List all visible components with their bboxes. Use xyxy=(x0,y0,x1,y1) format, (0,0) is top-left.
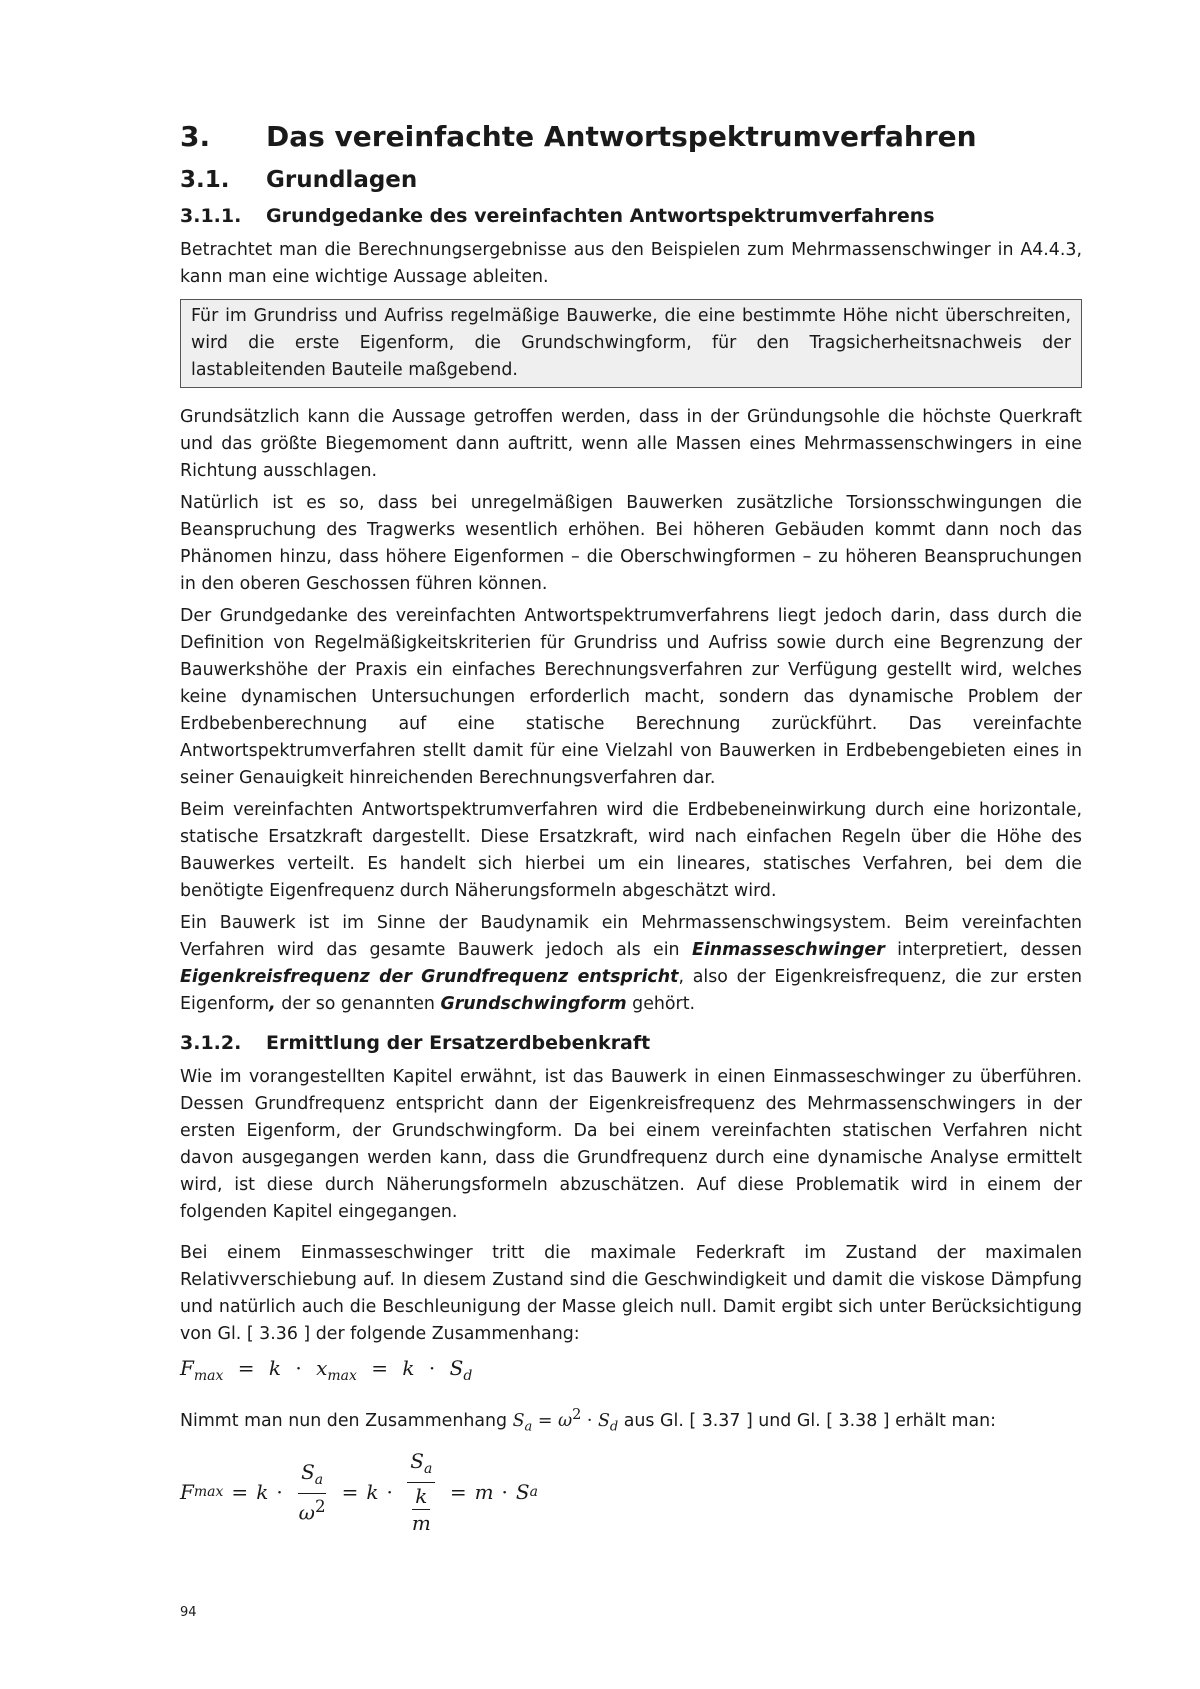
fraction: $\frac{S_a}{\frac{k}{m}}$ xyxy=(406,1448,437,1536)
text-run: der so genannten xyxy=(275,994,441,1014)
emphasis: Eigenkreisfrequenz der Grundfrequenz entspricht xyxy=(180,967,679,987)
page-number: 94 xyxy=(180,1605,197,1620)
equation-fmax: $F_{max} = k \cdot x_{max} = k \cdot S_d$ xyxy=(180,1356,473,1384)
section-number: 3.1. xyxy=(180,167,230,193)
inline-equation: $S_a = \omega^2 \cdot S_d$ xyxy=(512,1407,619,1435)
highlight-box xyxy=(180,299,1082,388)
chapter-title: Das vereinfachte Antwortspektrumverfahren xyxy=(266,120,977,153)
fraction: $\frac{S_a}{\omega^2}$ xyxy=(298,1459,326,1525)
subsection-heading xyxy=(180,205,1082,227)
paragraph: Der Grundgedanke des vereinfachten Antwortspektrumverfahrens liegt jedoch darin, dass durch die Definition von Regelmäßigkeitskriterien für Grundriss und Aufriss sowie durch eine Begrenzung der Bauwerkshöhe der Praxis ein einfaches Berechnungsverfahren zur Verfügung gestellt wird, welches keine dynamischen Untersuchungen erforderlich macht, sondern das dynamische Problem der Erdbebenberechnung auf eine statische Berechnung zurückführt. Das vereinfachte Antwortspektrumverfahren stellt damit für eine Vielzahl von Bauwerken in Erdbebengebieten eines in seiner Genauigkeit hinreichenden Berechnungsverfahren dar. xyxy=(180,606,1082,788)
equation-fmax-mass: F max = k · $\frac{S_a}{\omega^2}$ = k · $\frac{S_a}{\frac{k}{m}}$ = m · S a xyxy=(180,1449,538,1536)
paragraph: Natürlich ist es so, dass bei unregelmäßigen Bauwerken zusätzliche Torsionsschwingungen die Beanspruchung des Tragwerks wesentlich erhöhen. Bei höheren Gebäuden kommt dann noch das Phänomen hinzu, dass höhere Eigenformen – die Oberschwingformen – zu höheren Beanspruchungen in den oberen Geschossen führen können. xyxy=(180,493,1082,594)
emphasis: Einmasseschwinger xyxy=(691,940,885,960)
emphasis: Grundschwingform xyxy=(440,994,627,1014)
subsection-number: 3.1.1. xyxy=(180,205,242,227)
emphasis: , xyxy=(269,994,276,1014)
section-heading xyxy=(180,167,1082,193)
paragraph: Betrachtet man die Berechnungsergebnisse aus den Beispielen zum Mehrmassenschwinger in A4.4.3, kann man eine wichtige Aussage ableiten. xyxy=(180,240,1082,287)
nested-fraction: $\frac{k}{m}$ xyxy=(411,1484,431,1536)
chapter-heading xyxy=(180,120,1082,153)
paragraph: Beim vereinfachten Antwortspektrumverfahren wird die Erdbebeneinwirkung durch eine horizontale, statische Ersatzkraft dargestellt. Diese Ersatzkraft, wird nach einfachen Regeln über die Höhe des Bauwerkes verteilt. Es handelt sich hierbei um ein lineares, statisches Verfahren, bei dem die benötigte Eigenfrequenz durch Näherungsformeln abgeschätzt wird. xyxy=(180,800,1082,901)
text-run: aus Gl. [ 3.37 ] und Gl. [ 3.38 ] erhält man: xyxy=(618,1410,996,1431)
chapter-number: 3. xyxy=(180,120,211,153)
highlight-text: Für im Grundriss und Aufriss regelmäßige Bauwerke, die eine bestimmte Höhe nicht überschreiten, wird die erste Eigenform, die Grundschwingform, für den Tragsicherheitsnachweis der lastableitenden Bauteile maßgebend. xyxy=(191,306,1071,380)
text-run: interpretiert, dessen xyxy=(884,940,1083,960)
subsection-title: Grundgedanke des vereinfachten Antwortspektrumverfahrens xyxy=(266,205,935,227)
text-run: , also der Eigenkreisfrequenz, die zur ersten Eigenform xyxy=(180,967,1082,1014)
document-page xyxy=(180,120,1082,1536)
subsection-number: 3.1.2. xyxy=(180,1032,242,1054)
paragraph: Grundsätzlich kann die Aussage getroffen werden, dass in der Gründungsohle die höchste Querkraft und das größte Biegemoment dann auftritt, wenn alle Massen eines Mehrmassenschwingers in eine Richtung ausschlagen. xyxy=(180,407,1082,481)
subsection-heading xyxy=(180,1032,1082,1054)
paragraph xyxy=(180,910,1082,1018)
text-run: Ein Bauwerk ist im Sinne der Baudynamik ein Mehrmassenschwingsystem. Beim vereinfachten Verfahren wird das gesamte Bauwerk jedoch als ein xyxy=(180,913,1082,960)
subsection-title: Ermittlung der Ersatzerdbebenkraft xyxy=(266,1032,651,1054)
text-run: Nimmt man nun den Zusammenhang xyxy=(180,1410,513,1431)
paragraph: Bei einem Einmasseschwinger tritt die maximale Federkraft im Zustand der maximalen Relativverschiebung auf. In diesem Zustand sind die Geschwindigkeit und damit die viskose Dämpfung und natürlich auch die Beschleunigung der Masse gleich null. Damit ergibt sich unter Berücksichtigung von Gl. [ 3.36 ] der folgende Zusammenhang: xyxy=(180,1243,1082,1344)
paragraph: Wie im vorangestellten Kapitel erwähnt, ist das Bauwerk in einen Einmasseschwinger zu überführen. Dessen Grundfrequenz entspricht dann der Eigenkreisfrequenz des Mehrmassenschwingers in der ersten Eigenform, der Grundschwingform. Da bei einem vereinfachten statischen Verfahren nicht davon ausgegangen werden kann, dass die Grundfrequenz durch eine dynamische Analyse ermittelt wird, ist diese durch Näherungsformeln abzuschätzen. Auf diese Problematik wird in einem der folgenden Kapitel eingegangen. xyxy=(180,1067,1082,1222)
section-title: Grundlagen xyxy=(266,167,418,193)
text-run: gehört. xyxy=(626,994,696,1014)
paragraph xyxy=(180,1402,1082,1440)
